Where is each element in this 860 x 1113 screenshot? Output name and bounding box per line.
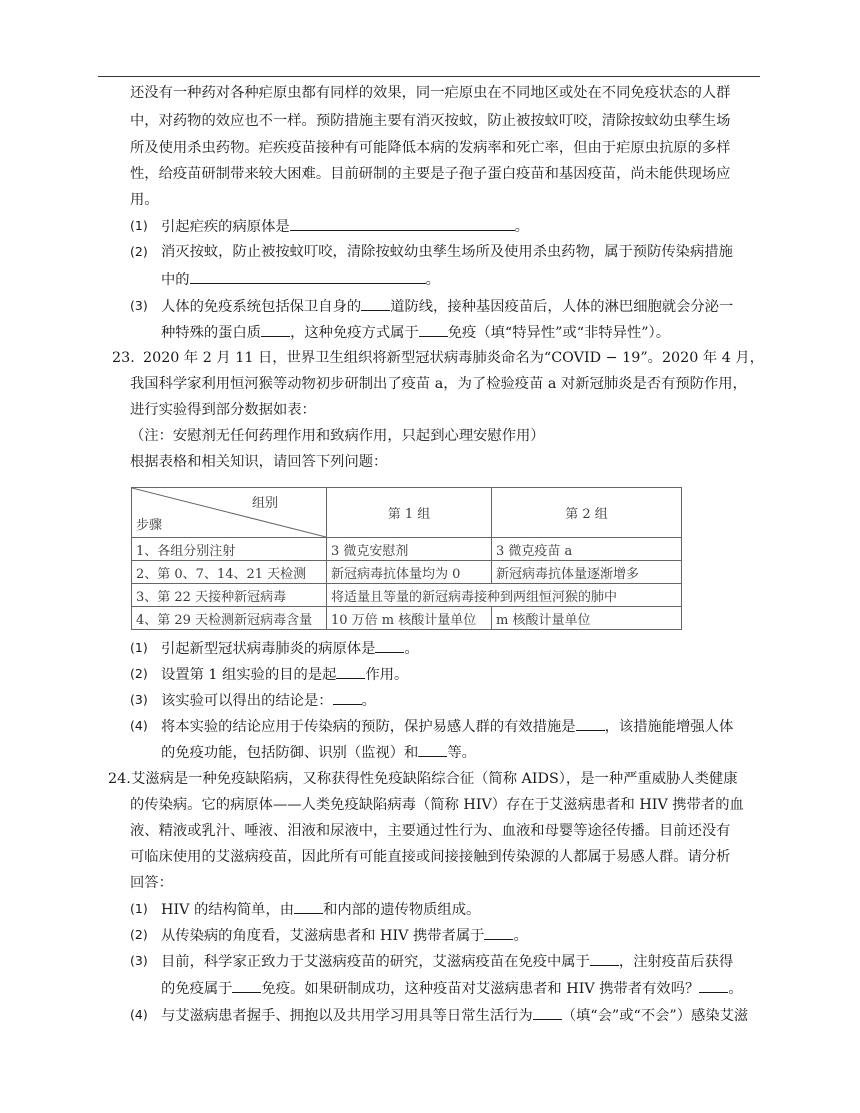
- answer-blank[interactable]: [699, 978, 728, 993]
- intro-line-1: 还没有一种药对各种疟原虫都有同样的效果，同一疟原虫在不同地区或处在不同免疫状态的人群: [130, 85, 731, 101]
- experiment-table: [131, 487, 682, 630]
- intro-line-3: 所及使用杀虫药物。疟疾疫苗接种有可能降低本病的发病率和死亡率，但由于疟原虫抗原的多样: [130, 140, 731, 156]
- q24-s3-end: 。: [728, 981, 743, 997]
- answer-blank[interactable]: [336, 664, 365, 679]
- q24-line4: 可临床使用的艾滋病疫苗，因此所有可能直接或间接接触到传染源的人都属于易感人群。请分析: [130, 849, 731, 865]
- q24-line2: 的传染病。它的病原体——人类免疫缺陷病毒（简称 HIV）存在于艾滋病患者和 HIV 携带者的血: [130, 797, 744, 813]
- intro-line-2: 中，对药物的效应也不一样。预防措施主要有消灭按蚊，防止被按蚊叮咬，清除按蚊幼虫孳生场: [130, 113, 731, 129]
- answer-blank[interactable]: [290, 216, 515, 231]
- step-cell: 3、第 22 天接种新冠病毒: [132, 584, 327, 607]
- answer-blank[interactable]: [484, 925, 513, 940]
- step-cell: 2、第 0、7、14、21 天检测: [132, 561, 327, 584]
- q22-s3-text-b: 道防线，接种基因疫苗后，人体的淋巴细胞就会分泌一: [390, 299, 734, 315]
- table-row: [132, 538, 682, 561]
- q23-s4-line1: [161, 716, 733, 737]
- q24-s2-end: 。: [513, 928, 528, 944]
- step-cell: 4、第 29 天检测新冠病毒含量: [132, 607, 327, 630]
- q24-number: 24.: [108, 771, 131, 787]
- q24-s2: [161, 925, 528, 946]
- q23-number: 23.: [112, 350, 135, 366]
- q24-s4: [161, 1005, 748, 1026]
- group2-cell: 3 微克疫苗 a: [492, 538, 682, 561]
- q23-s2-end: 作用。: [365, 667, 409, 683]
- table-corner-cell: [132, 488, 327, 538]
- answer-blank[interactable]: [261, 322, 290, 337]
- table-row: [132, 607, 682, 630]
- q22-s3-text: 人体的免疫系统包括保卫自身的: [161, 299, 362, 315]
- q24-s3-number: (3): [130, 953, 148, 968]
- q22-s3-line2: [161, 322, 670, 343]
- q22-s3-text-e: 免疫（填“特异性”或“非特异性”）。: [447, 325, 670, 341]
- group2-cell: m 核酸计量单位: [492, 607, 682, 630]
- q23-s4-number: (4): [130, 718, 148, 733]
- q23-s4-end: 等。: [447, 745, 476, 761]
- q24-line3: 液、精液或乳汁、唾液、泪液和尿液中，主要通过性行为、血液和母婴等途径传播。目前还没有: [130, 823, 731, 839]
- q24-s3-line1: [161, 951, 733, 972]
- q23-s1-end: 。: [404, 641, 419, 657]
- q22-s3-text-d: ，这种免疫方式属于: [290, 325, 419, 341]
- q24-s4-end: （填“会”或“不会”）感染艾滋: [561, 1008, 749, 1024]
- q22-s1-end: 。: [514, 219, 529, 235]
- q24-s3-line2: [161, 978, 743, 999]
- table-row: [132, 561, 682, 584]
- q24-s3-text-c: 的免疫属于: [161, 981, 233, 997]
- q24-s1-text: HIV 的结构简单，由: [161, 902, 295, 918]
- q22-s1: [161, 216, 529, 237]
- q22-s2-line2: [161, 269, 440, 290]
- table-header-row: [132, 488, 682, 538]
- q24-s1-number: (1): [130, 901, 148, 916]
- header-group-1: 第 1 组: [327, 488, 492, 538]
- answer-blank[interactable]: [294, 899, 323, 914]
- answer-blank[interactable]: [361, 296, 390, 311]
- step-cell: 1、各组分别注射: [132, 538, 327, 561]
- group2-cell: 新冠病毒抗体量逐渐增多: [492, 561, 682, 584]
- q22-s3-line1: [161, 296, 733, 317]
- group1-cell: 10 万倍 m 核酸计量单位: [327, 607, 492, 630]
- q23-s4-line2: [161, 742, 476, 763]
- q23-prompt: 根据表格和相关知识，请回答下列问题：: [130, 454, 388, 470]
- q22-s2-number: (2): [130, 244, 148, 259]
- q24-s1-end: 和内部的遗传物质组成。: [323, 902, 481, 918]
- group1-cell: 新冠病毒抗体量均为 0: [327, 561, 492, 584]
- answer-blank[interactable]: [419, 322, 448, 337]
- group1-cell: 3 微克安慰剂: [327, 538, 492, 561]
- answer-blank[interactable]: [418, 742, 447, 757]
- q23-line2: 我国科学家利用恒河猴等动物初步研制出了疫苗 a，为了检验疫苗 a 对新冠肺炎是否有预防作用，: [130, 376, 747, 392]
- q24-s3-text-b: ，注射疫苗后获得: [618, 954, 734, 970]
- q24-s4-text: 与艾滋病患者握手、拥抱以及共用学习用具等日常生活行为: [161, 1008, 533, 1024]
- q22-s3-text-c: 种特殊的蛋白质: [161, 325, 262, 341]
- q22-s1-number: (1): [130, 218, 148, 233]
- q23-s2-number: (2): [130, 666, 148, 681]
- header-rule: [98, 76, 760, 77]
- q23-s4-text-c: 的免疫功能，包括防御、识别（监视）和: [161, 745, 419, 761]
- q24-s3-text: 目前，科学家正致力于艾滋病疫苗的研究，艾滋病疫苗在免疫中属于: [161, 954, 590, 970]
- header-group-label: 组别: [251, 496, 278, 511]
- q23-s2: [161, 664, 408, 685]
- q24-line5: 回答：: [130, 875, 173, 891]
- header-group-2: 第 2 组: [492, 488, 682, 538]
- intro-line-5: 用。: [130, 192, 159, 208]
- q23-s4-text: 将本实验的结论应用于传染病的预防，保护易感人群的有效措施是: [161, 719, 576, 735]
- q23-s2-text: 设置第 1 组实验的目的是起: [161, 667, 337, 683]
- answer-blank[interactable]: [190, 269, 426, 284]
- q22-s1-text: 引起疟疾的病原体是: [161, 219, 290, 235]
- q24-s4-number: (4): [130, 1007, 148, 1022]
- table-row: [132, 584, 682, 607]
- q23-line1: 2020 年 2 月 11 日，世界卫生组织将新型冠状病毒肺炎命名为“COVID − 19”。2020 年 4 月，: [143, 350, 764, 366]
- q24-s2-text: 从传染病的角度看，艾滋病患者和 HIV 携带者属于: [161, 928, 485, 944]
- q24-line1: 艾滋病是一种免疫缺陷病，又称获得性免疫缺陷综合征（简称 AIDS），是一种严重威胁人类健康: [131, 771, 738, 787]
- q22-s2-line1: 消灭按蚊，防止被按蚊叮咬，清除按蚊幼虫孳生场所及使用杀虫药物，属于预防传染病措施: [161, 244, 733, 260]
- q22-s2-text: 中的: [161, 272, 190, 288]
- header-step-label: 步骤: [136, 518, 163, 533]
- answer-blank[interactable]: [232, 978, 261, 993]
- merged-cell: 将适量且等量的新冠病毒接种到两组恒河猴的肺中: [327, 584, 682, 607]
- q23-s1-text: 引起新型冠状病毒肺炎的病原体是: [161, 641, 376, 657]
- q23-s3-number: (3): [130, 692, 148, 707]
- q23-s3-end: 。: [361, 693, 376, 709]
- q23-s1-number: (1): [130, 640, 148, 655]
- intro-line-4: 性，给疫苗研制带来较大困难。目前研制的主要是子孢子蛋白疫苗和基因疫苗，尚未能供现场应: [130, 166, 731, 182]
- answer-blank[interactable]: [533, 1005, 562, 1020]
- answer-blank[interactable]: [576, 716, 605, 731]
- q23-s1: [161, 638, 419, 659]
- answer-blank[interactable]: [590, 951, 619, 966]
- q22-s3-number: (3): [130, 298, 148, 313]
- q23-s4-text-b: ，该措施能增强人体: [604, 719, 734, 735]
- q23-note: （注：安慰剂无任何药理作用和致病作用，只起到心理安慰作用）: [130, 428, 545, 444]
- q24-s2-number: (2): [130, 927, 148, 942]
- q23-s3-text: 该实验可以得出的结论是：: [161, 693, 333, 709]
- q23-line3: 进行实验得到部分数据如表：: [130, 402, 316, 418]
- q24-s3-text-d: 免疫。如果研制成功，这种疫苗对艾滋病患者和 HIV 携带者有效吗？: [261, 981, 700, 997]
- answer-blank[interactable]: [375, 638, 404, 653]
- q23-s3: [161, 690, 376, 711]
- q22-s2-end: 。: [425, 272, 440, 288]
- answer-blank[interactable]: [333, 690, 362, 705]
- q24-s1: [161, 899, 480, 920]
